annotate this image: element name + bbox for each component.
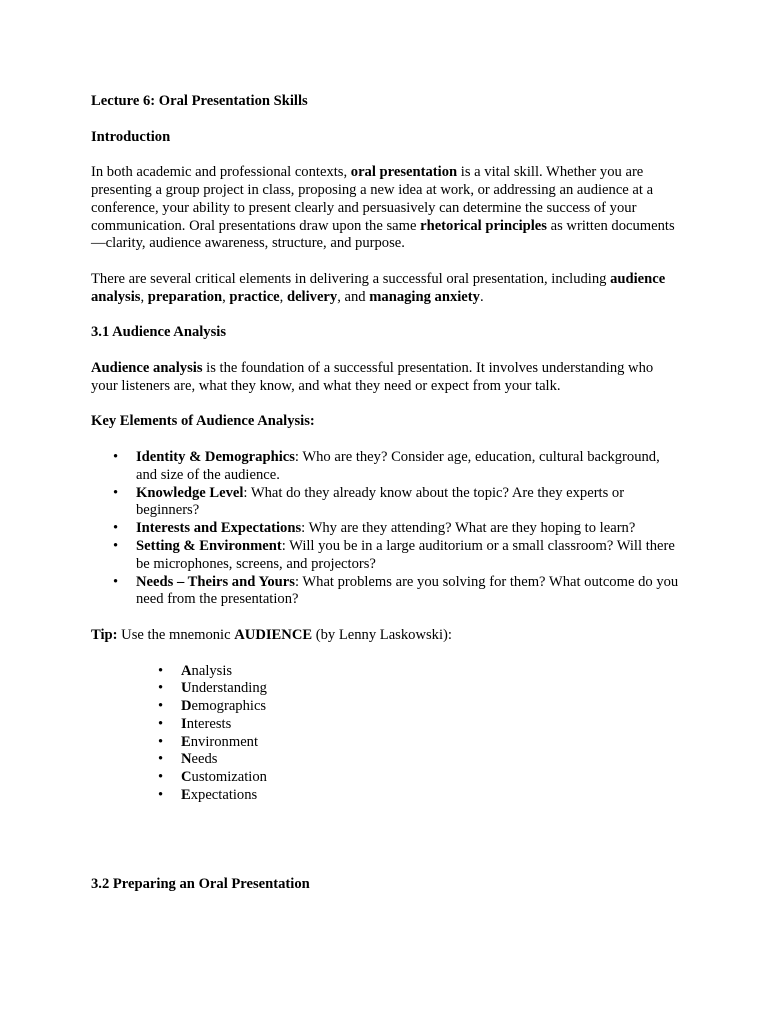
- document-page: [91, 93, 681, 911]
- mnemonic-letter: I: [181, 715, 187, 732]
- text-run: nalysis: [191, 662, 233, 679]
- text-run: ,: [140, 288, 148, 305]
- list-item: [91, 538, 681, 574]
- text-run: nderstanding: [191, 680, 267, 697]
- text-run: : Who are they? Consider age, education, cultural background, and size of the audience.: [136, 448, 660, 483]
- bold-term: Setting & Environment: [136, 537, 282, 554]
- lecture-title: Lecture 6: Oral Presentation Skills: [91, 93, 308, 109]
- mnemonic-letter: E: [181, 787, 191, 804]
- mnemonic-list: [91, 663, 681, 805]
- section-3-2-heading: 3.2 Preparing an Oral Presentation: [91, 875, 310, 892]
- text-run: nterests: [186, 715, 232, 732]
- text-run: Use the mnemonic: [117, 626, 235, 643]
- text-run: is the foundation of a successful presentation. It involves understanding who your listeners are, what they know, and what they need or expect from your talk.: [91, 359, 654, 394]
- mnemonic-letter: A: [181, 662, 192, 679]
- blank-space: [91, 823, 681, 876]
- mnemonic-letter: E: [181, 733, 191, 750]
- bold-term: Needs – Theirs and Yours: [136, 573, 295, 590]
- text-run: ustomization: [191, 769, 267, 786]
- introduction-heading: Introduction: [91, 128, 171, 145]
- tip-label: Tip:: [91, 626, 118, 643]
- list-item: [91, 663, 681, 681]
- text-run: as written documents—clarity, audience awareness, structure, and purpose.: [91, 217, 675, 252]
- bold-term: rhetorical principles: [420, 217, 547, 234]
- list-item: [91, 769, 681, 787]
- intro-paragraph-1: [91, 164, 681, 253]
- text-run: : What do they already know about the topic? Are they experts or beginners?: [136, 484, 625, 519]
- bold-term: AUDIENCE: [234, 626, 313, 643]
- list-item: [91, 698, 681, 716]
- section-3-1-heading: 3.1 Audience Analysis: [91, 324, 227, 341]
- bold-term: Identity & Demographics: [136, 448, 295, 465]
- tip-paragraph: [91, 627, 681, 645]
- list-item: [91, 574, 681, 610]
- mnemonic-letter: N: [181, 751, 192, 768]
- bold-term: Audience analysis: [91, 359, 203, 376]
- list-item: [91, 787, 681, 805]
- bold-term: practice: [229, 288, 280, 305]
- list-item: [91, 716, 681, 734]
- list-item: [91, 449, 681, 485]
- audience-analysis-paragraph: [91, 360, 681, 396]
- mnemonic-letter: C: [181, 769, 192, 786]
- text-run: eeds: [191, 751, 218, 768]
- bold-term: Knowledge Level: [136, 484, 244, 501]
- text-run: is a vital skill. Whether you are presenting a group project in class, proposing a new idea at work, or addressing an audience at a conference, your ability to present clearly and persuasively can determine the success of your communication. Oral presentations draw upon the same: [91, 164, 654, 234]
- text-run: nvironment: [190, 733, 259, 750]
- list-item: [91, 520, 681, 538]
- text-run: ,: [279, 288, 287, 305]
- text-run: ,: [222, 288, 230, 305]
- bold-term: managing anxiety: [369, 288, 480, 305]
- bold-term: delivery: [286, 288, 338, 305]
- key-elements-list: [91, 449, 681, 609]
- bold-term: audience analysis: [91, 270, 666, 305]
- text-run: : Will you be in a large auditorium or a small classroom? Will there be microphones, screens, and projectors?: [136, 537, 675, 572]
- bold-term: oral presentation: [350, 164, 458, 181]
- text-run: : Why are they attending? What are they hoping to learn?: [301, 520, 636, 537]
- list-item: [91, 734, 681, 752]
- intro-paragraph-2: [91, 271, 681, 307]
- list-item: [91, 680, 681, 698]
- text-run: emographics: [191, 698, 267, 715]
- mnemonic-letter: D: [181, 698, 192, 715]
- text-run: In both academic and professional contexts,: [91, 164, 351, 181]
- text-run: xpectations: [190, 787, 258, 804]
- text-run: There are several critical elements in delivering a successful oral presentation, including: [91, 270, 611, 287]
- text-run: (by Lenny Laskowski):: [312, 626, 452, 643]
- bold-term: preparation: [147, 288, 223, 305]
- bold-term: Interests and Expectations: [136, 520, 302, 537]
- list-item: [91, 751, 681, 769]
- key-elements-heading: Key Elements of Audience Analysis:: [91, 413, 315, 430]
- text-run: , and: [337, 288, 370, 305]
- list-item: [91, 485, 681, 521]
- text-run: : What problems are you solving for them? What outcome do you need from the presentation?: [136, 573, 679, 608]
- text-run: .: [479, 288, 484, 305]
- mnemonic-letter: U: [181, 680, 192, 697]
